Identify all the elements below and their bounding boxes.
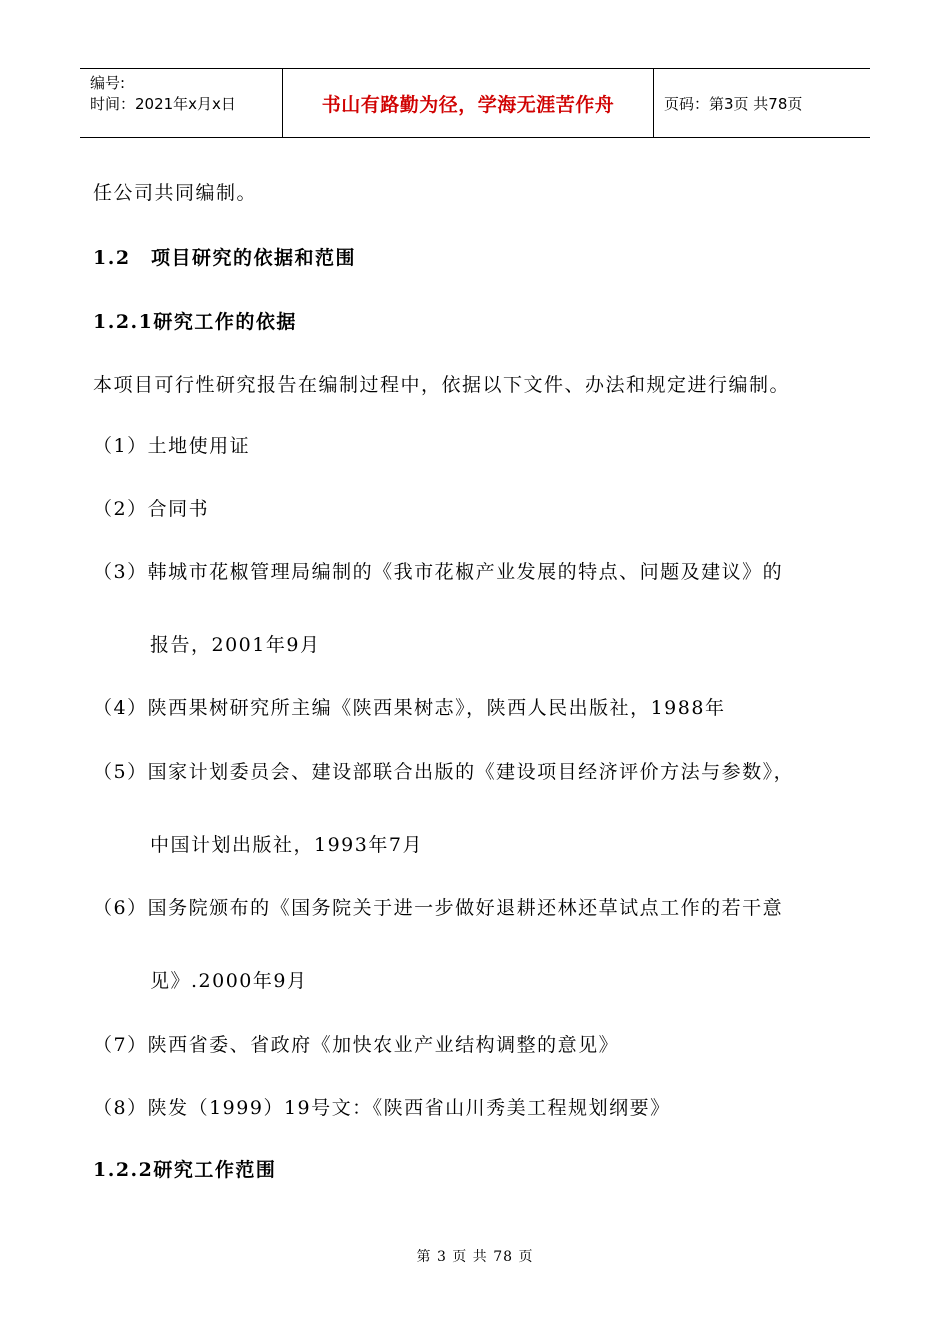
page-footer-number: 第 3 页 共 78 页	[416, 1249, 534, 1265]
section-heading-1-2: 1.2 项目研究的依据和范围	[93, 247, 357, 269]
list-item-2: （2）合同书	[93, 498, 210, 520]
list-item-5: （5）国家计划委员会、建设部联合出版的《建设项目经济评价方法与参数》，	[93, 761, 795, 783]
list-item-6: （6）国务院颁布的《国务院关于进一步做好退耕还林还草试点工作的若干意	[93, 897, 784, 919]
header-meta	[80, 69, 282, 137]
subsection-heading-1-2-1: 1.2.1研究工作的依据	[93, 311, 297, 333]
header-motto: 书山有路勤为径，学海无涯苦作舟	[282, 69, 654, 137]
list-item-6-continuation: 见》.2000年9月	[150, 970, 308, 992]
paragraph-continuation: 任公司共同编制。	[93, 182, 258, 204]
list-item-3-continuation: 报告，2001年9月	[150, 634, 321, 656]
paragraph-intro: 本项目可行性研究报告在编制过程中，依据以下文件、办法和规定进行编制。	[93, 374, 791, 396]
list-item-4: （4）陕西果树研究所主编《陕西果树志》，陕西人民出版社，1988年	[93, 697, 726, 719]
list-item-5-continuation: 中国计划出版社，1993年7月	[150, 834, 423, 856]
list-item-3: （3）韩城市花椒管理局编制的《我市花椒产业发展的特点、问题及建议》的	[93, 561, 784, 583]
page-header	[80, 68, 870, 138]
list-item-8: （8）陕发（1999）19号文：《陕西省山川秀美工程规划纲要》	[93, 1097, 671, 1119]
document-number-label: 编号:	[90, 74, 126, 92]
header-page-label: 页码：第3页 共78页	[664, 94, 803, 113]
subsection-heading-1-2-2: 1.2.2研究工作范围	[93, 1159, 277, 1181]
list-item-1: （1）土地使用证	[93, 435, 251, 457]
document-date-label: 时间：2021年x月x日	[90, 95, 236, 113]
list-item-7: （7）陕西省委、省政府《加快农业产业结构调整的意见》	[93, 1034, 620, 1056]
